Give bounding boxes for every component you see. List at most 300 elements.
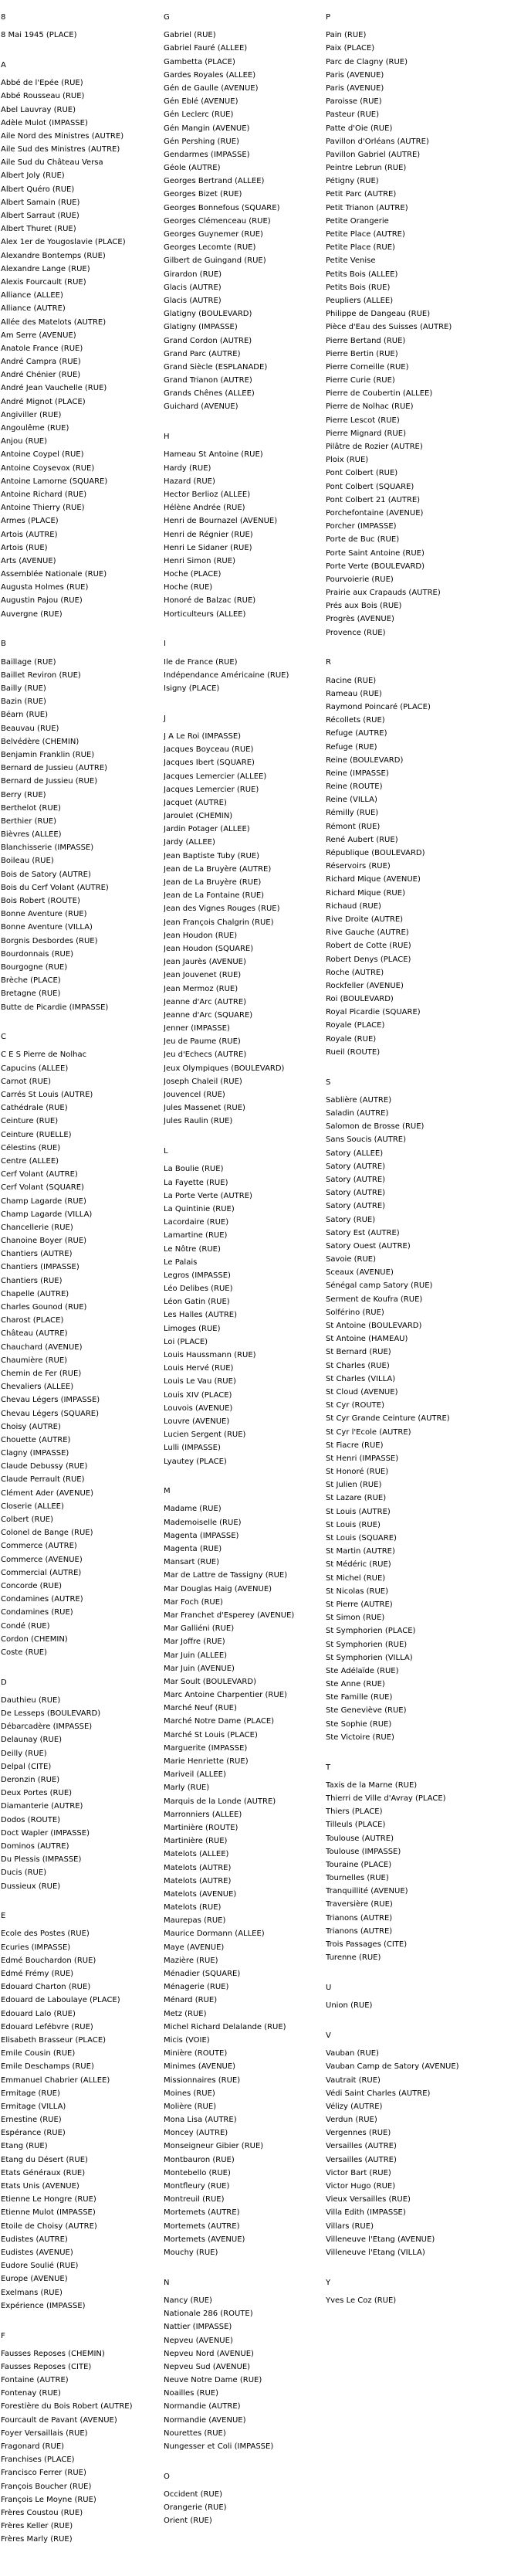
street-name: Bernard de Jussieu (RUE) [1, 777, 98, 786]
street-name: Occident (RUE) [164, 2489, 222, 2499]
street-name: Royal Picardie (SQUARE) [326, 1008, 421, 1017]
street-name: Bourgogne (RUE) [1, 962, 68, 972]
street-name: Berthelot (RUE) [1, 803, 61, 813]
street-name: Porchefontaine (AVENUE) [326, 508, 424, 518]
street-name: Claude Perrault (RUE) [1, 1475, 85, 1485]
street-name: Bazin (RUE) [1, 697, 46, 707]
street-name: Montbauron (RUE) [164, 2155, 235, 2164]
street-name: Ploix (RUE) [326, 456, 369, 465]
street-name: Forestière du Bois Robert (AUTRE) [1, 2402, 133, 2411]
street-name: St Cyr (ROUTE) [326, 1401, 385, 1410]
street-name: Georges Bertrand (ALLEE) [164, 177, 265, 186]
street-name: Matelots (ALLEE) [164, 1850, 229, 1859]
street-name: Vauban Camp de Satory (AVENUE) [326, 2062, 459, 2072]
street-name: Ménard (RUE) [164, 1996, 218, 2005]
street-name: Boileau (RUE) [1, 857, 54, 866]
section-letter: J [164, 714, 166, 723]
index-section [164, 430, 322, 621]
street-name: Pilâtre de Rozier (AUTRE) [326, 443, 423, 451]
street-name: Pierre de Nolhac (RUE) [326, 402, 414, 412]
street-name: Robert Denys (PLACE) [326, 955, 411, 964]
street-name: Paroisse (RUE) [326, 97, 382, 107]
street-name: Honoré de Balzac (RUE) [164, 596, 256, 606]
street-name: Mar Franchet d'Esperey (AVENUE) [164, 1610, 295, 1620]
street-name: Orient (RUE) [164, 2517, 212, 2526]
street-name: Fontenay (RUE) [1, 2389, 61, 2398]
street-name: Petit Parc (AUTRE) [326, 190, 397, 199]
street-name: Chauchard (AVENUE) [1, 1342, 83, 1352]
street-name: Mademoiselle (RUE) [164, 1518, 242, 1527]
street-name: Beauvau (RUE) [1, 724, 59, 733]
index-section [1, 2330, 159, 2547]
street-name: Glatigny (IMPASSE) [164, 323, 238, 332]
section-letter: A [1, 60, 6, 70]
street-name: Jean François Chalgrin (RUE) [164, 918, 274, 927]
section-letter: E [1, 1912, 6, 1921]
street-name: Anatole France (RUE) [1, 344, 83, 353]
street-name: Lulli (IMPASSE) [164, 1444, 221, 1453]
street-name: Georges Bizet (RUE) [164, 190, 242, 199]
street-name: Etang du Désert (RUE) [1, 2155, 88, 2164]
street-name: Augustin Pajou (RUE) [1, 596, 83, 606]
street-name: Taxis de la Marne (RUE) [326, 1780, 418, 1790]
street-name: Etang (RUE) [1, 2142, 48, 2151]
street-name: Aile Nord des Ministres (AUTRE) [1, 131, 124, 141]
street-name: Centre (ALLEE) [1, 1156, 59, 1166]
index-section [326, 11, 484, 640]
street-name: Jean de La Bruyère (AUTRE) [164, 864, 272, 874]
street-name: Bois Robert (ROUTE) [1, 897, 80, 905]
street-name: Petit Trianon (AUTRE) [326, 203, 408, 212]
street-name: Thiers (PLACE) [326, 1807, 383, 1817]
street-name: Isigny (PLACE) [164, 684, 220, 693]
street-name: Hardy (RUE) [164, 463, 211, 473]
street-name: Abel Lauvray (RUE) [1, 105, 76, 114]
street-name: Chevau Légers (SQUARE) [1, 1409, 100, 1418]
street-name: Exelmans (RUE) [1, 2288, 63, 2297]
street-name: Legros (IMPASSE) [164, 1271, 231, 1280]
street-name: Gén Pershing (RUE) [164, 137, 239, 146]
street-name: Arts (AVENUE) [1, 556, 56, 565]
section-letter: I [164, 640, 166, 649]
street-name: Pierre Curie (RUE) [326, 376, 395, 385]
street-name: Champ Lagarde (VILLA) [1, 1210, 93, 1219]
street-name: Petite Orangerie [326, 216, 389, 226]
street-name: République (BOULEVARD) [326, 849, 425, 858]
street-name: Armes (PLACE) [1, 517, 59, 526]
street-name: Berthier (RUE) [1, 816, 56, 826]
street-name: Récollets (RUE) [326, 716, 385, 725]
street-name: Rockfeller (AVENUE) [326, 981, 404, 990]
section-letter: S [326, 1078, 331, 1087]
street-name: Ermitage (RUE) [1, 2089, 60, 2098]
street-name: Coste (RUE) [1, 1648, 47, 1657]
street-name: Lacordaire (RUE) [164, 1218, 229, 1227]
street-name: Mar Soult (BOULEVARD) [164, 1677, 256, 1686]
index-section [164, 1485, 322, 2259]
street-name: Horticulteurs (ALLEE) [164, 609, 246, 619]
street-name: Jacques Ibert (SQUARE) [164, 759, 255, 768]
street-name: St Nicolas (RUE) [326, 1587, 389, 1596]
street-name: Monseigneur Gibier (RUE) [164, 2142, 264, 2151]
street-name: Fausses Reposes (CITE) [1, 2362, 92, 2371]
street-name: St Charles (RUE) [326, 1361, 390, 1370]
street-name: Satory Ouest (AUTRE) [326, 1241, 411, 1251]
street-name: Débarcadère (IMPASSE) [1, 1722, 93, 1732]
street-name: Louis Hervé (RUE) [164, 1364, 234, 1373]
street-name: Jean des Vignes Rouges (RUE) [164, 904, 280, 914]
index-column-right [326, 11, 484, 2307]
street-name: Angiviller (RUE) [1, 410, 62, 419]
street-name: Union (RUE) [326, 2001, 373, 2011]
street-name: Ducis (RUE) [1, 1868, 47, 1878]
street-name: Eudistes (AVENUE) [1, 2248, 73, 2257]
street-name: Ste Famille (RUE) [326, 1693, 393, 1702]
street-name: Dauthieu (RUE) [1, 1695, 61, 1705]
street-name: Gabriel Fauré (ALLEE) [164, 44, 248, 53]
street-name: Charles Gounod (RUE) [1, 1303, 87, 1312]
street-name: Mar Foch (RUE) [164, 1597, 223, 1607]
street-name: Ernestine (RUE) [1, 2116, 62, 2125]
street-name: La Fayette (RUE) [164, 1178, 228, 1187]
street-name: Baillet Reviron (RUE) [1, 670, 81, 680]
street-name: Ménagerie (RUE) [164, 1983, 229, 1992]
street-name: Pont Colbert 21 (AUTRE) [326, 495, 421, 504]
street-name: Chapelle (AUTRE) [1, 1289, 69, 1298]
street-name: Glacis (AUTRE) [164, 283, 222, 292]
street-name: Bourdonnais (RUE) [1, 949, 74, 959]
street-name: Pasteur (RUE) [326, 110, 380, 120]
street-name: Mansart (RUE) [164, 1558, 220, 1567]
street-name: Carrés St Louis (AUTRE) [1, 1091, 93, 1100]
street-name: De Lesseps (BOULEVARD) [1, 1709, 101, 1719]
street-name: St Antoine (BOULEVARD) [326, 1322, 422, 1330]
street-name: Tilleuls (PLACE) [326, 1821, 386, 1830]
street-name: Marronniers (ALLEE) [164, 1810, 242, 1819]
street-name: Du Plessis (IMPASSE) [1, 1855, 82, 1865]
street-name: Cerf Volant (SQUARE) [1, 1183, 84, 1193]
index-section [164, 2470, 322, 2528]
street-name: Hazard (RUE) [164, 477, 215, 486]
street-name: Grand Parc (AUTRE) [164, 349, 241, 358]
street-name: Minière (ROUTE) [164, 2049, 228, 2058]
street-name: Emile Cousin (RUE) [1, 2049, 76, 2058]
section-letter: N [164, 2278, 170, 2287]
street-name: Madame (RUE) [164, 1505, 222, 1514]
street-name: Reine (ROUTE) [326, 782, 383, 792]
street-name: Robert de Cotte (RUE) [326, 942, 411, 951]
street-name: Abbé Rousseau (RUE) [1, 92, 85, 101]
street-name: Chouette (AUTRE) [1, 1435, 71, 1444]
street-name: Mar Galliéni (RUE) [164, 1624, 235, 1634]
street-name: Augusta Holmes (RUE) [1, 583, 89, 592]
street-name: Gambetta (PLACE) [164, 57, 235, 66]
street-name: Les Halles (AUTRE) [164, 1311, 238, 1320]
street-name: Frères Marly (RUE) [1, 2535, 73, 2544]
street-name: Lamartine (RUE) [164, 1231, 228, 1240]
street-name: Chevau Légers (IMPASSE) [1, 1396, 100, 1405]
street-name: St Simon (RUE) [326, 1614, 385, 1623]
index-section [164, 2276, 322, 2453]
index-section [326, 656, 484, 1059]
street-name: Salomon de Brosse (RUE) [326, 1122, 425, 1132]
street-name: Satory (AUTRE) [326, 1175, 386, 1184]
street-name: Charost (PLACE) [1, 1316, 64, 1325]
index-section [326, 1981, 484, 2012]
street-name: Hector Berlioz (ALLEE) [164, 490, 251, 499]
street-name: Etienne Le Hongre (RUE) [1, 2195, 96, 2204]
street-name: Jenner (IMPASSE) [164, 1024, 230, 1033]
street-name: Moines (RUE) [164, 2089, 215, 2098]
street-name: Parc de Clagny (RUE) [326, 57, 408, 66]
street-name: Védi Saint Charles (AUTRE) [326, 2089, 431, 2098]
section-letter: L [164, 1147, 168, 1156]
street-name: Marly (RUE) [164, 1784, 210, 1793]
street-name: Missionnaires (RUE) [164, 2075, 241, 2085]
street-name: Artois (AUTRE) [1, 530, 58, 539]
street-name: Béarn (RUE) [1, 711, 48, 720]
street-name: La Porte Verte (AUTRE) [164, 1191, 252, 1200]
street-name: Royale (RUE) [326, 1034, 377, 1044]
street-name: Marie Henriette (RUE) [164, 1757, 249, 1767]
street-name: Satory (RUE) [326, 1215, 376, 1224]
street-name: Deux Portes (RUE) [1, 1789, 73, 1798]
street-name: Europe (AVENUE) [1, 2275, 68, 2284]
street-name: Petite Place (RUE) [326, 243, 395, 253]
street-name: Cordon (CHEMIN) [1, 1634, 68, 1644]
street-name: St Cyr Grande Ceinture (AUTRE) [326, 1414, 450, 1424]
section-letter: F [1, 2331, 5, 2340]
street-name: Edouard de Laboulaye (PLACE) [1, 1996, 120, 2005]
street-name: Eudistes (AUTRE) [1, 2235, 68, 2244]
street-name: Toulouse (IMPASSE) [326, 1847, 401, 1856]
index-section [164, 11, 322, 414]
street-name: Nattier (IMPASSE) [164, 2323, 232, 2332]
street-name: Gén Mangin (AVENUE) [164, 124, 250, 133]
street-name: Patte d'Oie (RUE) [326, 124, 393, 133]
street-name: Ménadier (SQUARE) [164, 1970, 241, 1979]
street-name: St Henri (IMPASSE) [326, 1454, 399, 1463]
street-name: Fausses Reposes (CHEMIN) [1, 2349, 105, 2358]
street-name: Pierre Bertin (RUE) [326, 349, 398, 358]
street-name: Villeneuve l'Etang (AVENUE) [326, 2235, 435, 2244]
street-name: Antoine Coypel (RUE) [1, 450, 84, 460]
street-name: Vauban (RUE) [326, 2049, 379, 2058]
street-name: Etats Généraux (RUE) [1, 2168, 86, 2177]
index-section [1, 59, 159, 621]
street-name: Peintre Lebrun (RUE) [326, 164, 407, 173]
street-name: Grands Chênes (ALLEE) [164, 389, 255, 399]
street-name: Gardes Royales (ALLEE) [164, 70, 256, 80]
street-name: Auvergne (RUE) [1, 609, 63, 619]
street-name: Antoine Lamorne (SQUARE) [1, 477, 108, 486]
street-name: Condé (RUE) [1, 1621, 50, 1631]
street-name: René Aubert (RUE) [326, 835, 398, 844]
street-name: Belvédère (CHEMIN) [1, 737, 80, 746]
street-name: Henri Simon (RUE) [164, 556, 235, 565]
street-name: Molière (RUE) [164, 2102, 217, 2111]
street-name: Tournelles (RUE) [326, 1874, 389, 1883]
street-name: Provence (RUE) [326, 628, 386, 637]
street-name: Fourcault de Pavant (AVENUE) [1, 2415, 117, 2425]
street-name: Rive Droite (AUTRE) [326, 915, 404, 924]
street-name: Hélène Andrée (RUE) [164, 504, 245, 513]
street-name: Metz (RUE) [164, 2009, 207, 2018]
street-name: St Honoré (RUE) [326, 1468, 389, 1477]
street-name: Lyautey (PLACE) [164, 1457, 227, 1466]
street-name: Choisy (AUTRE) [1, 1422, 61, 1431]
street-name: Paris (AVENUE) [326, 83, 384, 93]
street-name: Montfleury (RUE) [164, 2182, 230, 2191]
street-name: Capucins (ALLEE) [1, 1064, 69, 1073]
street-name: Pont Colbert (SQUARE) [326, 482, 414, 491]
street-name: Fragonard (RUE) [1, 2442, 65, 2451]
street-name: Grand Trianon (AUTRE) [164, 376, 252, 385]
street-name: Trianons (AUTRE) [326, 1926, 393, 1936]
street-name: Jeux Olympiques (BOULEVARD) [164, 1064, 285, 1073]
index-section [164, 712, 322, 1128]
street-name: Sablière (AUTRE) [326, 1095, 392, 1105]
street-name: Concorde (RUE) [1, 1581, 63, 1590]
index-section [1, 11, 159, 42]
section-letter: T [326, 1763, 331, 1772]
street-name: François Boucher (RUE) [1, 2482, 92, 2491]
street-name: Mortemets (AVENUE) [164, 2235, 245, 2244]
street-name: Mar Juin (ALLEE) [164, 1651, 228, 1660]
street-name: Emmanuel Chabrier (ALLEE) [1, 2075, 110, 2085]
street-name: Orangerie (RUE) [164, 2503, 227, 2513]
street-name: Neuve Notre Dame (RUE) [164, 2376, 262, 2385]
street-name: Loi (PLACE) [164, 1337, 208, 1346]
street-name: Petits Bois (RUE) [326, 283, 391, 292]
street-name: Serment de Koufra (RUE) [326, 1295, 423, 1304]
index-column-middle [164, 11, 322, 2528]
street-name: Jaroulet (CHEMIN) [164, 812, 233, 821]
street-name: Trianons (AUTRE) [326, 1913, 393, 1923]
street-name: Edmé Frémy (RUE) [1, 1970, 74, 1979]
street-name: Mouchy (RUE) [164, 2248, 218, 2257]
street-name: Mar Joffre (RUE) [164, 1638, 225, 1647]
street-name: Chaumière (RUE) [1, 1356, 68, 1365]
street-name: Rive Gauche (AUTRE) [326, 928, 409, 938]
street-name: Porte Saint Antoine (RUE) [326, 548, 425, 558]
street-name: Mariveil (ALLEE) [164, 1770, 226, 1780]
street-name: Montreuil (RUE) [164, 2195, 225, 2204]
street-name: Yves Le Coz (RUE) [326, 2296, 397, 2305]
street-name: Elisabeth Brasseur (PLACE) [1, 2035, 107, 2045]
street-name: Louis Haussmann (RUE) [164, 1351, 256, 1359]
street-name: Albert Samain (RUE) [1, 198, 80, 207]
street-name: Minimes (AVENUE) [164, 2062, 236, 2072]
street-name: La Boulie (RUE) [164, 1165, 224, 1174]
street-name: Célestins (RUE) [1, 1143, 61, 1152]
street-name: Jean Jaurès (AVENUE) [164, 958, 246, 967]
street-name: Marché St Louis (PLACE) [164, 1730, 258, 1739]
street-name: Frères Coustou (RUE) [1, 2508, 83, 2517]
street-name: Deilly (RUE) [1, 1749, 47, 1758]
index-section [326, 2276, 484, 2307]
index-section [1, 1909, 159, 2313]
street-name: Sénégal camp Satory (RUE) [326, 1281, 433, 1291]
street-name: Condamines (AUTRE) [1, 1595, 83, 1604]
street-name: Emile Deschamps (RUE) [1, 2062, 94, 2072]
street-name: Ste Victoire (RUE) [326, 1733, 394, 1742]
section-letter: D [1, 1678, 7, 1687]
street-name: Artois (RUE) [1, 543, 48, 552]
street-name: Porte Verte (BOULEVARD) [326, 562, 425, 571]
street-name: Matelots (AUTRE) [164, 1876, 232, 1885]
street-name: Antoine Thierry (RUE) [1, 504, 85, 513]
street-name: St Bernard (RUE) [326, 1348, 391, 1357]
street-name: Blanchisserie (IMPASSE) [1, 843, 94, 853]
street-name: Pont Colbert (RUE) [326, 469, 398, 478]
street-name: Progrès (AVENUE) [326, 615, 394, 624]
street-name: Nepveu Nord (AVENUE) [164, 2349, 254, 2358]
street-name: Delaunay (RUE) [1, 1736, 63, 1745]
street-name: Pétigny (RUE) [326, 177, 379, 186]
street-name: Verdun (RUE) [326, 2116, 377, 2125]
street-name: Villa Edith (IMPASSE) [326, 2208, 406, 2218]
street-name: Jacques Lemercier (ALLEE) [164, 772, 267, 781]
street-name: Albert Sarraut (RUE) [1, 212, 80, 221]
street-name: Clagny (IMPASSE) [1, 1449, 69, 1458]
section-letter: O [164, 2472, 170, 2481]
street-name: St Louis (SQUARE) [326, 1534, 397, 1543]
street-name: Aile Sud des Ministres (AUTRE) [1, 145, 120, 154]
street-name: Indépendance Américaine (RUE) [164, 670, 289, 680]
street-name: Martinière (RUE) [164, 1837, 228, 1846]
street-name: Jean de La Fontaine (RUE) [164, 891, 265, 901]
street-name: Marc Antoine Charpentier (RUE) [164, 1691, 287, 1700]
street-name: Gilbert de Guingand (RUE) [164, 256, 266, 266]
street-name: Savoie (RUE) [326, 1255, 377, 1264]
street-name: Mazière (RUE) [164, 1956, 218, 1965]
section-letter: H [164, 433, 170, 442]
street-name: Paris (AVENUE) [326, 70, 384, 80]
street-name: Marguerite (IMPASSE) [164, 1743, 248, 1753]
street-name: Maurepas (RUE) [164, 1916, 226, 1926]
street-name: Espérance (RUE) [1, 2129, 66, 2138]
street-name: St Antoine (HAMEAU) [326, 1335, 408, 1344]
street-name: Glacis (AUTRE) [164, 296, 222, 305]
street-name: Petite Place (AUTRE) [326, 230, 405, 239]
street-name: St Michel (RUE) [326, 1573, 386, 1583]
street-name: Dominos (AUTRE) [1, 1841, 69, 1851]
street-name: Satory (AUTRE) [326, 1162, 386, 1171]
street-name: Pierre Bertand (RUE) [326, 336, 406, 345]
street-name: Commerce (AUTRE) [1, 1542, 77, 1551]
street-name: Villeneuve l'Etang (VILLA) [326, 2248, 425, 2257]
street-name: Etats Unis (AVENUE) [1, 2182, 80, 2191]
street-name: Maye (AVENUE) [164, 1943, 225, 1952]
street-name: Raymond Poincaré (PLACE) [326, 702, 431, 711]
street-name: Turenne (RUE) [326, 1953, 381, 1963]
street-name: André Campra (RUE) [1, 358, 81, 367]
street-name: Claude Debussy (RUE) [1, 1462, 88, 1471]
index-section [326, 1076, 484, 1744]
index-section [164, 637, 322, 695]
street-name: Toulouse (AUTRE) [326, 1834, 394, 1843]
street-name: Bernard de Jussieu (AUTRE) [1, 764, 108, 773]
street-name: Vélizy (AUTRE) [326, 2102, 383, 2111]
street-name: Jacques Boyceau (RUE) [164, 745, 254, 755]
street-name: Paix (PLACE) [326, 44, 375, 53]
street-name: St Symphorien (VILLA) [326, 1653, 413, 1662]
street-name: Edouard Lefébvre (RUE) [1, 2022, 93, 2031]
street-name: Allée des Matelots (AUTRE) [1, 317, 107, 327]
street-name: Trois Passages (CITE) [326, 1940, 408, 1950]
street-name: St Lazare (RUE) [326, 1494, 387, 1503]
